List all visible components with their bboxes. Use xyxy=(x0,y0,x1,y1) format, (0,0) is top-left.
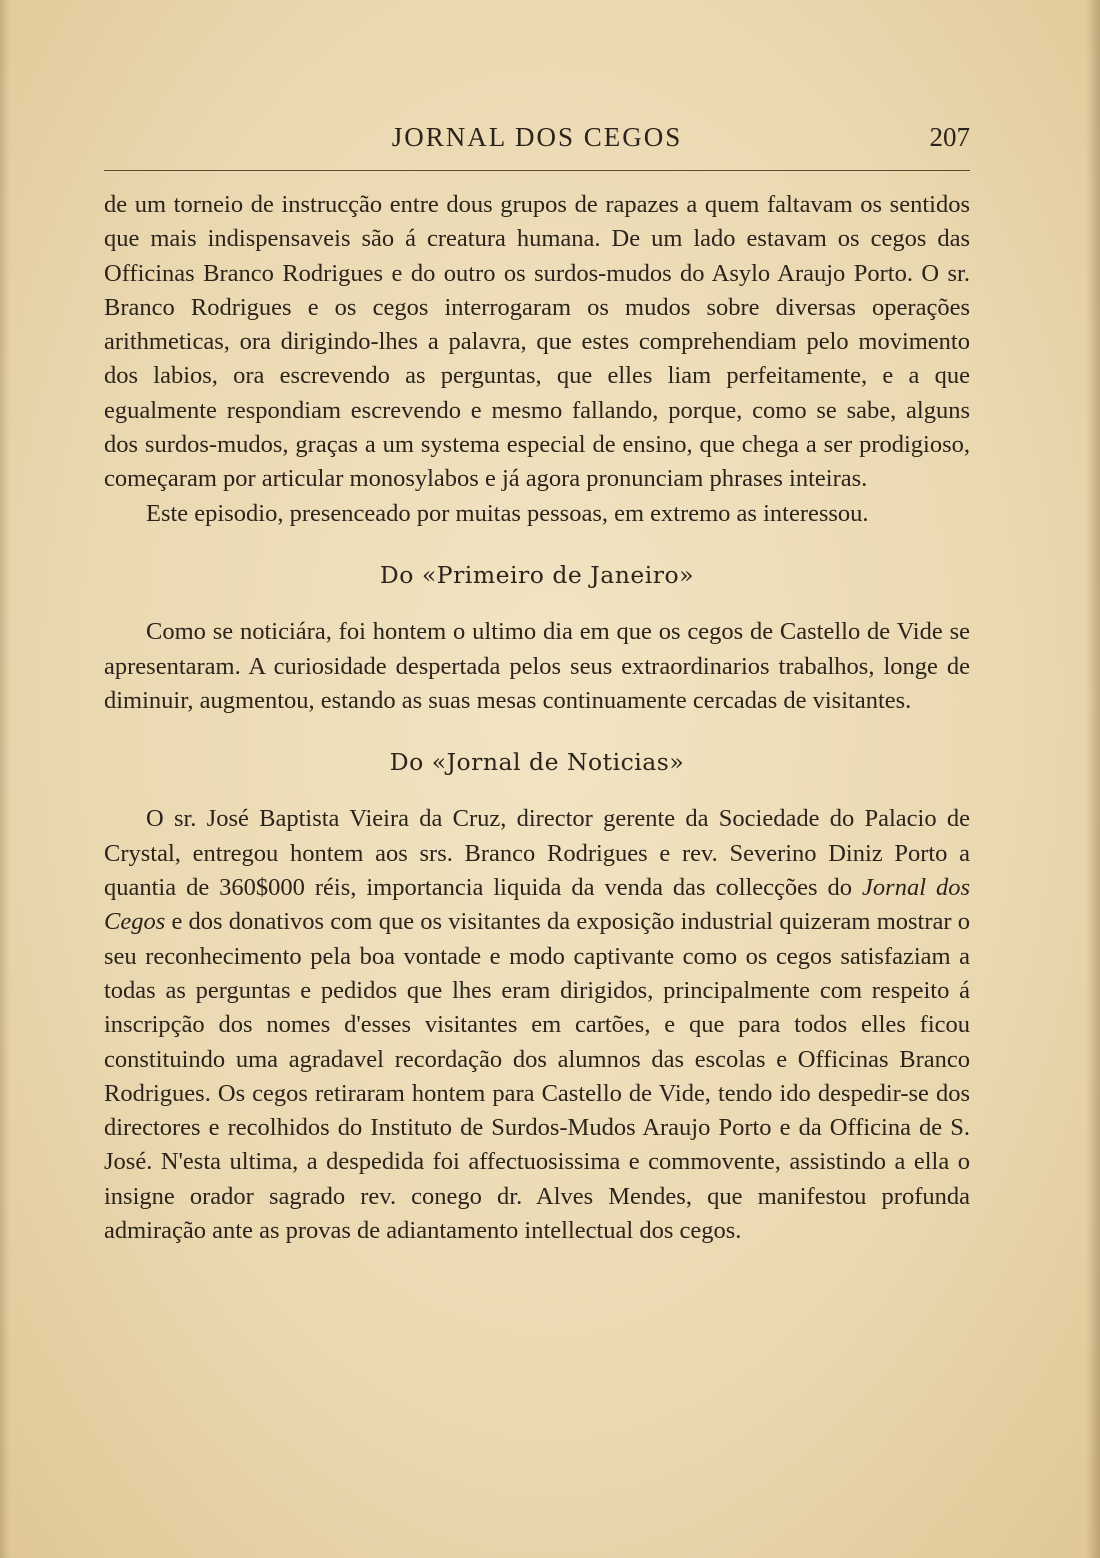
body-text xyxy=(104,188,970,1248)
paragraph-text-after: e dos donativos com que os visitantes da exposição industrial quizeram mostrar o seu reconhecimento pela boa vontade e modo captivante como os cegos satisfaziam a todas as perguntas e pedidos que lhes eram dirigidos, principalmente com respeito á inscripção dos nomes d'esses visitantes em cartões, e que para todos elles ficou constituindo uma agradavel recordação dos alumnos das escolas e Officinas Branco Rodrigues. Os cegos retiraram hontem para Castello de Vide, tendo ido despedir-se dos directores e recolhidos do Instituto de Surdos-Mudos Araujo Porto e da Officina de S. José. N'esta ultima, a despedida foi affectuosissima e commovente, assistindo a ella o insigne orador sagrado rev. conego dr. Alves Mendes, que manifestou profunda admiração ante as provas de adiantamento intellectual dos cegos. xyxy=(104,908,970,1245)
journal-title: JORNAL DOS CEGOS xyxy=(391,122,683,152)
paragraph-text-before: O sr. José Baptista Vieira da Cruz, director gerente da Sociedade do Palacio de Crystal, entregou hontem aos srs. Branco Rodrigues e rev. Severino Diniz Porto a quantia de 360$000 réis, importancia liquida da venda das collecções do xyxy=(104,805,970,902)
paragraph-continuation: de um torneio de instrucção entre dous grupos de rapazes a quem faltavam os sentidos que mais indispensaveis são á creatura humana. De um lado estavam os cegos das Officinas Branco Rodrigues e do outro os surdos-mudos do Asylo Araujo Porto. O sr. Branco Rodrigues e os cegos interrogaram os mudos sobre diversas operações arithmeticas, ora dirigindo-lhes a palavra, que estes comprehendiam pelo movimento dos labios, ora escrevendo as perguntas, que elles liam perfeitamente, e a que egualmente respondiam escrevendo e mesmo fallando, porque, como se sabe, alguns dos surdos-mudos, graças a um systema especial de ensino, que chega a ser prodigioso, começaram por articular monosylabos e já agora pronunciam phrases inteiras. xyxy=(104,191,970,493)
binding-shadow xyxy=(0,0,10,1558)
page-number: 207 xyxy=(929,122,970,152)
page-edge-shadow xyxy=(1086,0,1100,1558)
header-rule xyxy=(104,170,970,171)
journal-title-italic: Jornal dos Cegos xyxy=(104,874,971,936)
section-heading-primeiro-de-janeiro: Do «Primeiro de Janeiro» xyxy=(379,560,695,589)
paragraph-episode: Este episodio, presenceado por muitas pessoas, em extremo as interessou. xyxy=(146,499,869,527)
paragraph-jornal-de-noticias xyxy=(104,802,970,1248)
running-head xyxy=(104,122,970,162)
section-heading-jornal-de-noticias: Do «Jornal de Noticias» xyxy=(389,748,685,777)
paragraph-primeiro-de-janeiro: Como se noticiára, foi hontem o ultimo dia em que os cegos de Castello de Vide se apresentaram. A curiosidade despertada pelos seus extraordinarios trabalhos, longe de diminuir, augmentou, estando as suas mesas continuamente cercadas de visitantes. xyxy=(104,618,970,714)
